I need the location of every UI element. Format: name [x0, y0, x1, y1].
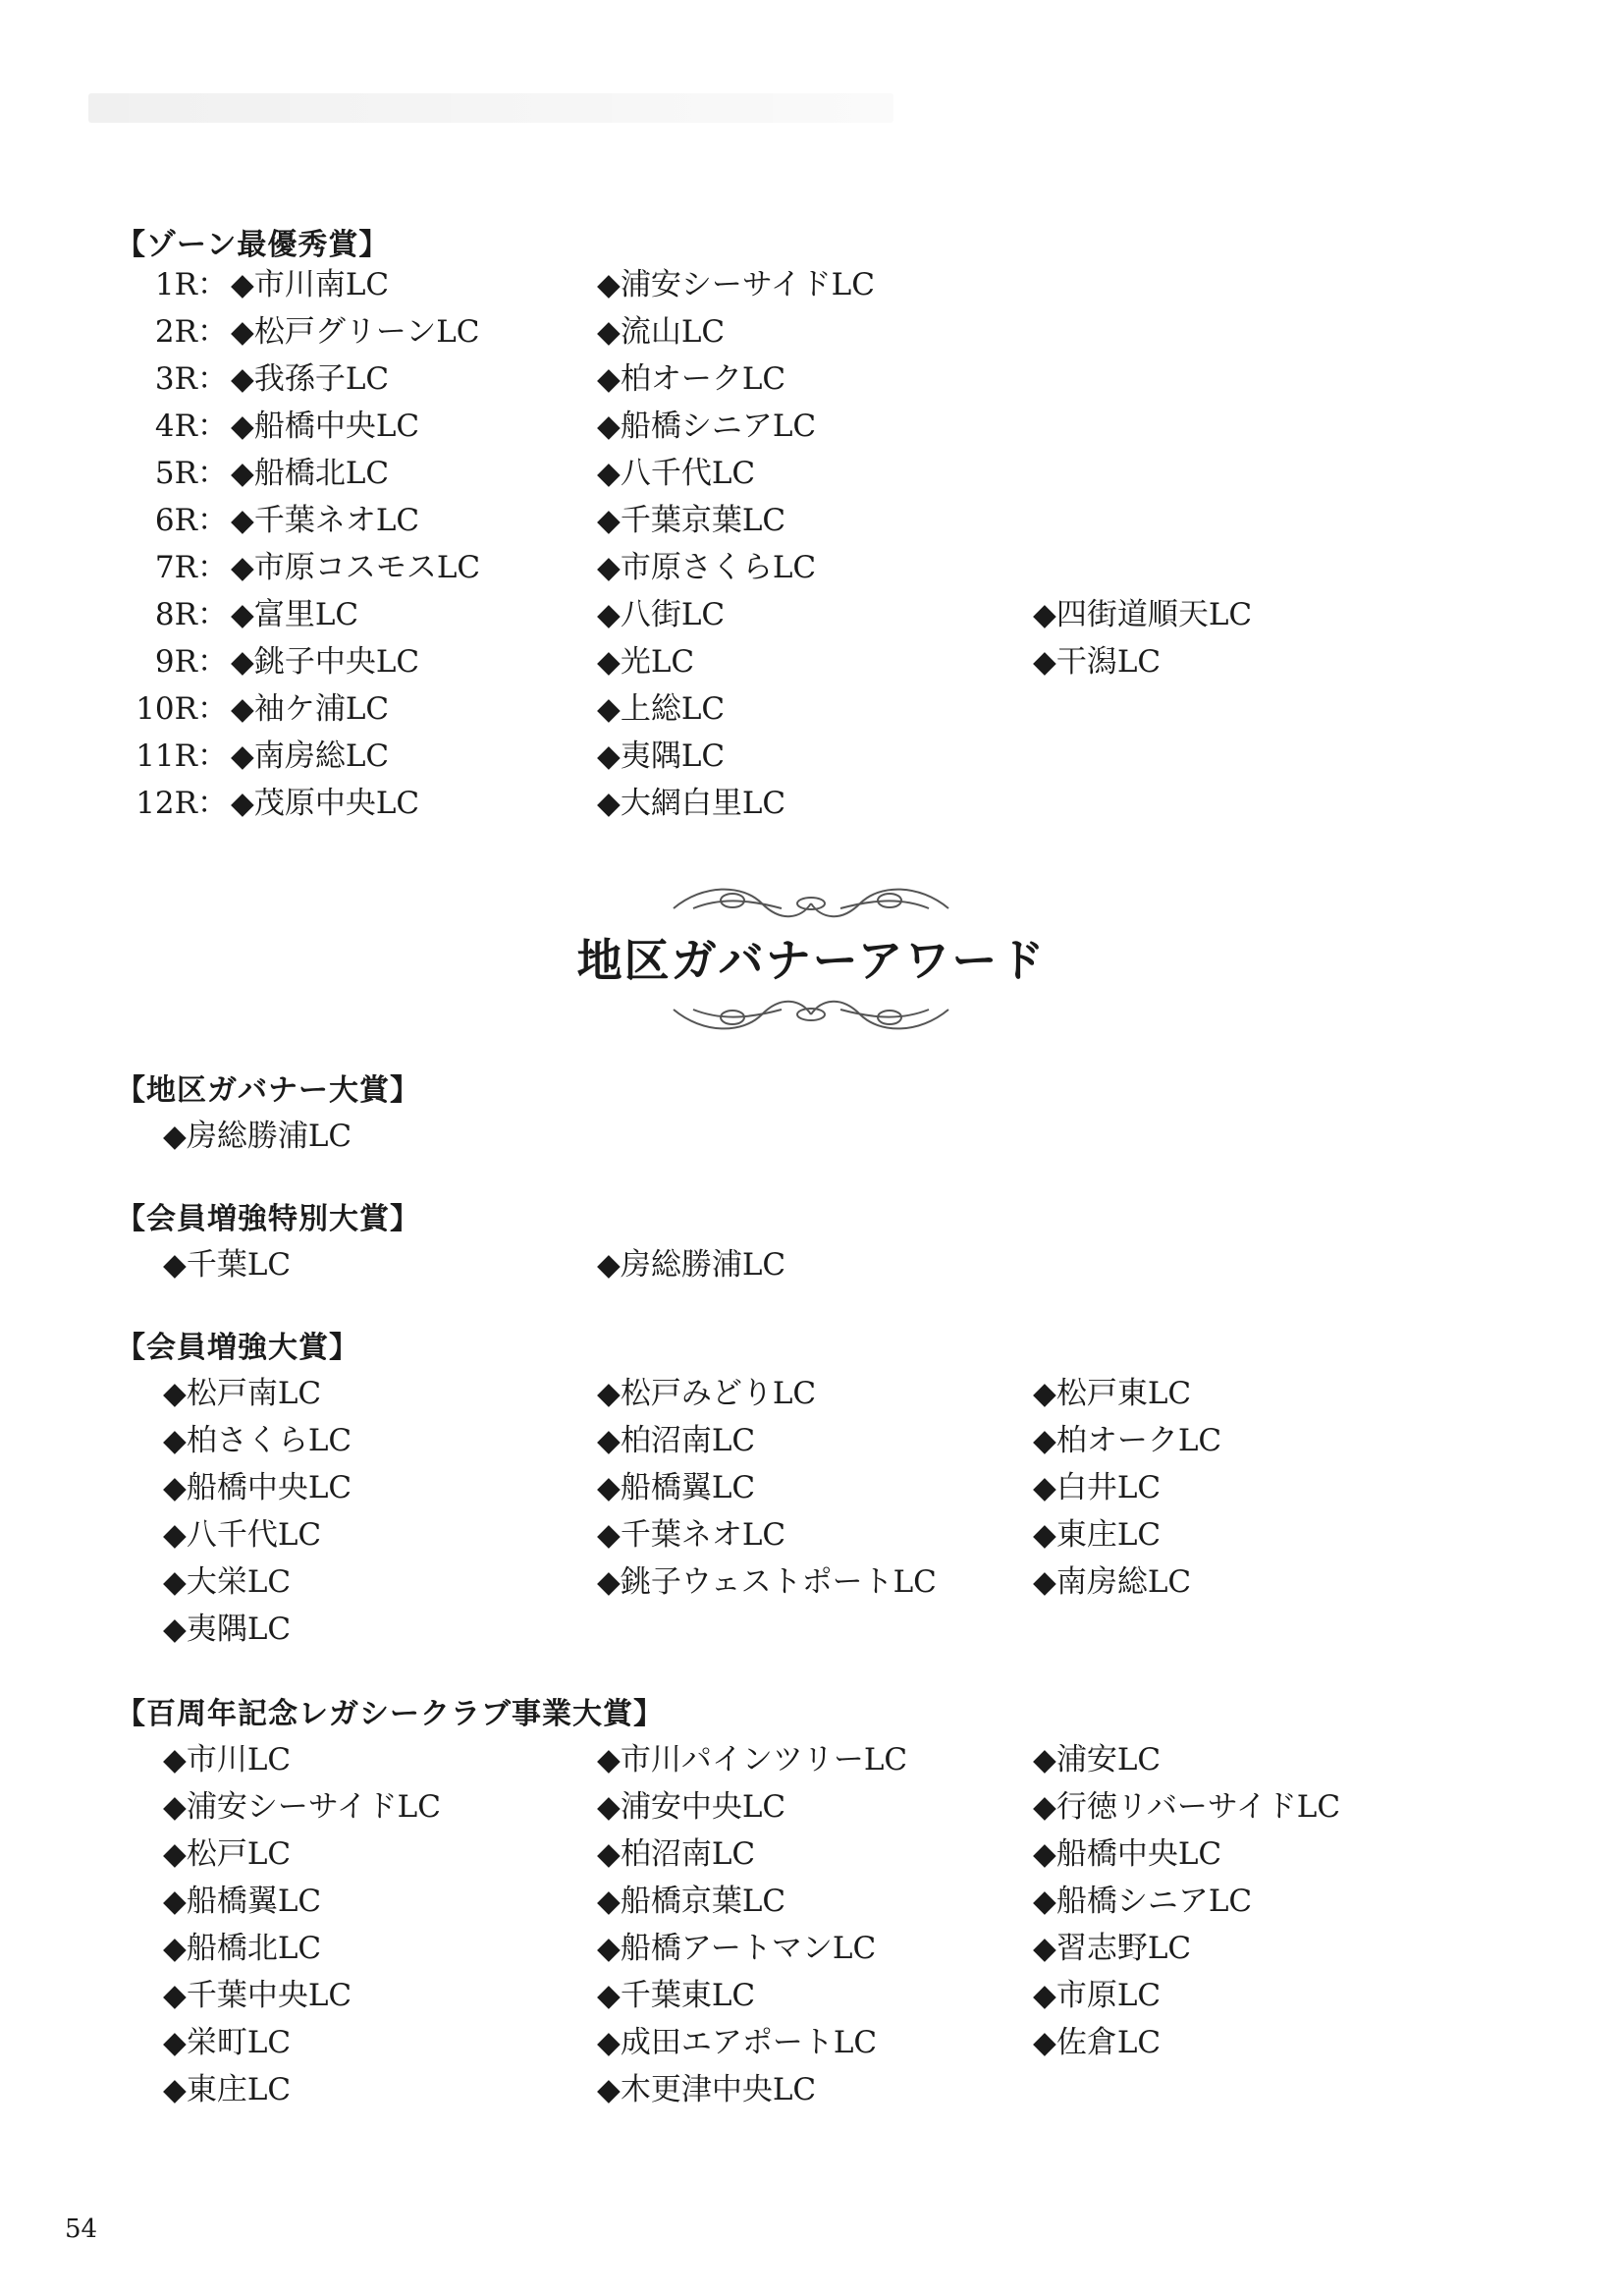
award-row — [0, 1927, 1623, 1970]
club-name: ◆大網白里LC — [597, 786, 786, 821]
club-name: ◆船橋翼LC — [597, 1470, 756, 1505]
zone-row — [0, 640, 1623, 683]
top-flourish-ornament — [664, 879, 958, 928]
club-name: ◆船橋北LC — [163, 1931, 322, 1966]
zone-row — [0, 499, 1623, 542]
club-name: ◆南房総LC — [1033, 1564, 1192, 1600]
club-name: ◆干潟LC — [1033, 644, 1162, 680]
club-name: ◆船橋シニアLC — [1033, 1884, 1253, 1919]
club-name: ◆南房総LC — [231, 738, 390, 774]
club-name: ◆松戸みどりLC — [597, 1376, 817, 1411]
award-row — [0, 1738, 1623, 1781]
club-name: ◆市原さくらLC — [597, 550, 817, 585]
zone-row — [0, 310, 1623, 354]
zone-row — [0, 452, 1623, 495]
page-title: 地区ガバナーアワード — [576, 934, 1047, 987]
award-row — [0, 1115, 1623, 1158]
club-name: ◆船橋北LC — [231, 456, 390, 491]
club-name: ◆柏オークLC — [597, 361, 786, 397]
club-name: ◆我孫子LC — [231, 361, 390, 397]
club-name: ◆四街道順天LC — [1033, 597, 1253, 632]
zone-region-label: 2R： — [154, 314, 228, 350]
zone-row — [0, 263, 1623, 306]
club-name: ◆柏沼南LC — [597, 1836, 756, 1872]
club-name: ◆銚子中央LC — [231, 644, 420, 680]
club-name: ◆八千代LC — [163, 1517, 322, 1553]
zone-row — [0, 735, 1623, 778]
club-name: ◆房総勝浦LC — [163, 1119, 352, 1154]
zone-region-label: 4R： — [154, 409, 228, 444]
award-row — [0, 1243, 1623, 1286]
club-name: ◆柏オークLC — [1033, 1423, 1222, 1458]
zone-row — [0, 405, 1623, 448]
club-name: ◆木更津中央LC — [597, 2072, 817, 2107]
zone-region-label: 10R： — [135, 691, 228, 727]
club-name: ◆銚子ウェストポートLC — [597, 1564, 937, 1600]
club-name: ◆東庄LC — [1033, 1517, 1162, 1553]
club-name: ◆房総勝浦LC — [597, 1247, 786, 1283]
club-name: ◆八千代LC — [597, 456, 756, 491]
club-name: ◆船橋翼LC — [163, 1884, 322, 1919]
zone-row — [0, 687, 1623, 731]
club-name: ◆白井LC — [1033, 1470, 1162, 1505]
club-name: ◆佐倉LC — [1033, 2025, 1162, 2060]
governor-grand-award-heading: 【地区ガバナー大賞】 — [116, 1073, 420, 1108]
zone-region-label: 9R： — [154, 644, 228, 680]
club-name: ◆千葉京葉LC — [597, 503, 786, 538]
award-row — [0, 1785, 1623, 1829]
zone-region-label: 6R： — [154, 503, 228, 538]
club-name: ◆浦安シーサイドLC — [597, 267, 875, 302]
club-name: ◆千葉東LC — [597, 1978, 756, 2013]
membership-award-heading: 【会員増強大賞】 — [116, 1331, 359, 1365]
club-name: ◆船橋中央LC — [163, 1470, 352, 1505]
club-name: ◆市川南LC — [231, 267, 390, 302]
award-row — [0, 1974, 1623, 2017]
zone-award-heading: 【ゾーン最優秀賞】 — [116, 228, 390, 262]
club-name: ◆松戸東LC — [1033, 1376, 1192, 1411]
zone-region-label: 11R： — [135, 738, 228, 774]
award-row — [0, 1513, 1623, 1557]
club-name: ◆習志野LC — [1033, 1931, 1192, 1966]
club-name: ◆行徳リバーサイドLC — [1033, 1789, 1341, 1825]
club-name: ◆船橋中央LC — [231, 409, 420, 444]
club-name: ◆船橋中央LC — [1033, 1836, 1222, 1872]
club-name: ◆成田エアポートLC — [597, 2025, 878, 2060]
zone-row — [0, 782, 1623, 825]
club-name: ◆夷隅LC — [597, 738, 726, 774]
club-name: ◆船橋シニアLC — [597, 409, 817, 444]
club-name: ◆松戸グリーンLC — [231, 314, 480, 350]
award-row — [0, 1372, 1623, 1415]
club-name: ◆松戸LC — [163, 1836, 292, 1872]
membership-special-award-heading: 【会員増強特別大賞】 — [116, 1202, 420, 1236]
club-name: ◆夷隅LC — [163, 1612, 292, 1647]
award-row — [0, 1419, 1623, 1462]
club-name: ◆千葉中央LC — [163, 1978, 352, 2013]
club-name: ◆市川LC — [163, 1742, 292, 1777]
zone-region-label: 3R： — [154, 361, 228, 397]
club-name: ◆柏さくらLC — [163, 1423, 352, 1458]
club-name: ◆千葉ネオLC — [231, 503, 420, 538]
club-name: ◆市川パインツリーLC — [597, 1742, 908, 1777]
award-row — [0, 1832, 1623, 1876]
club-name: ◆浦安LC — [1033, 1742, 1162, 1777]
club-name: ◆茂原中央LC — [231, 786, 420, 821]
page-number: 54 — [65, 2214, 98, 2244]
club-name: ◆松戸南LC — [163, 1376, 322, 1411]
zone-region-label: 7R： — [154, 550, 228, 585]
zone-region-label: 8R： — [154, 597, 228, 632]
club-name: ◆大栄LC — [163, 1564, 292, 1600]
club-name: ◆光LC — [597, 644, 695, 680]
zone-row — [0, 546, 1623, 589]
club-name: ◆浦安シーサイドLC — [163, 1789, 441, 1825]
club-name: ◆千葉LC — [163, 1247, 292, 1283]
club-name: ◆市原コスモスLC — [231, 550, 481, 585]
club-name: ◆市原LC — [1033, 1978, 1162, 2013]
club-name: ◆東庄LC — [163, 2072, 292, 2107]
club-name: ◆浦安中央LC — [597, 1789, 786, 1825]
club-name: ◆富里LC — [231, 597, 359, 632]
club-name: ◆柏沼南LC — [597, 1423, 756, 1458]
club-name: ◆千葉ネオLC — [597, 1517, 786, 1553]
club-name: ◆船橋京葉LC — [597, 1884, 786, 1919]
club-name: ◆八街LC — [597, 597, 726, 632]
award-row — [0, 1880, 1623, 1923]
legacy-award-heading: 【百周年記念レガシークラブ事業大賞】 — [116, 1697, 664, 1731]
faded-print-artifact — [88, 93, 893, 123]
bottom-flourish-ornament — [664, 990, 958, 1039]
zone-region-label: 1R： — [154, 267, 228, 302]
club-name: ◆栄町LC — [163, 2025, 292, 2060]
club-name: ◆船橋アートマンLC — [597, 1931, 877, 1966]
zone-row — [0, 357, 1623, 401]
award-row — [0, 1608, 1623, 1651]
club-name: ◆流山LC — [597, 314, 726, 350]
award-row — [0, 2021, 1623, 2064]
club-name: ◆上総LC — [597, 691, 726, 727]
award-row — [0, 1560, 1623, 1604]
club-name: ◆袖ケ浦LC — [231, 691, 390, 727]
zone-region-label: 5R： — [154, 456, 228, 491]
award-row — [0, 1466, 1623, 1509]
award-row — [0, 2068, 1623, 2111]
zone-region-label: 12R： — [135, 786, 228, 821]
zone-row — [0, 593, 1623, 636]
